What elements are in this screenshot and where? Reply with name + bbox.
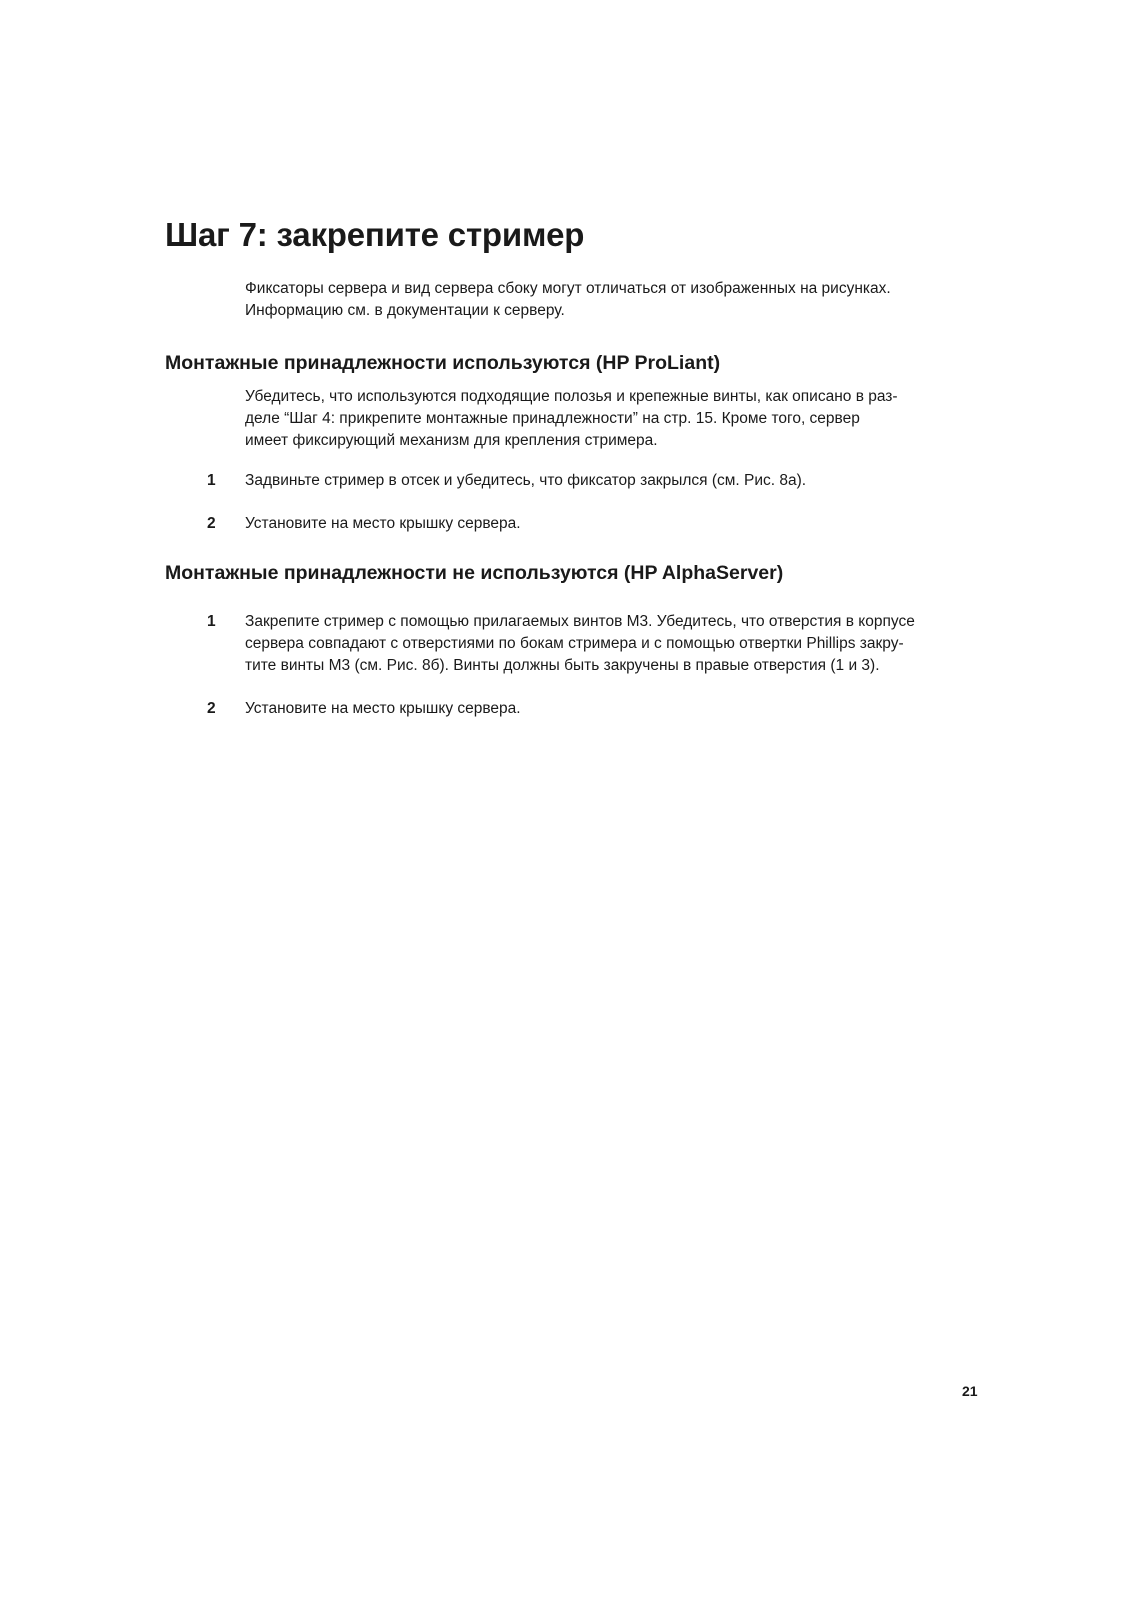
step-line: Задвиньте стример в отсек и убедитесь, что фиксатор закрылся (см. Рис. 8а). (245, 472, 807, 489)
step-number: 2 (207, 515, 216, 532)
step-line: Установите на место крышку сервера. (245, 515, 521, 532)
step-text (245, 513, 521, 535)
section-heading-alphaserver: Монтажные принадлежности не используются (HP AlphaServer) (165, 562, 784, 584)
step-text (245, 698, 521, 720)
intro-note-line: Информацию см. в документации к серверу. (245, 302, 565, 319)
step-line: тите винты М3 (см. Рис. 8б). Винты должны быть закручены в правые отверстия (1 и 3). (245, 657, 880, 674)
step-text (245, 470, 806, 492)
step-line: сервера совпадают с отверстиями по бокам стримера и с помощью отвертки Phillips закру- (245, 635, 904, 652)
paragraph-line: деле “Шаг 4: прикрепите монтажные принадлежности” на стр. 15. Кроме того, сервер (245, 410, 860, 427)
step-number: 1 (207, 472, 216, 489)
intro-note (245, 278, 965, 322)
section-heading-proliant: Монтажные принадлежности используются (HP ProLiant) (165, 352, 721, 374)
step-text (245, 611, 915, 677)
paragraph-line: Убедитесь, что используются подходящие полозья и крепежные винты, как описано в раз- (245, 388, 898, 405)
page-title: Шаг 7: закрепите стример (165, 216, 585, 253)
step-number: 1 (207, 613, 216, 630)
step-number: 2 (207, 700, 216, 717)
paragraph-line: имеет фиксирующий механизм для крепления стримера. (245, 432, 658, 449)
step-line: Закрепите стример с помощью прилагаемых винтов М3. Убедитесь, что отверстия в корпусе (245, 613, 915, 630)
step-line: Установите на место крышку сервера. (245, 700, 521, 717)
intro-note-line: Фиксаторы сервера и вид сервера сбоку могут отличаться от изображенных на рисунках. (245, 280, 891, 297)
page-number: 21 (962, 1383, 978, 1399)
section-paragraph-proliant (245, 386, 965, 452)
